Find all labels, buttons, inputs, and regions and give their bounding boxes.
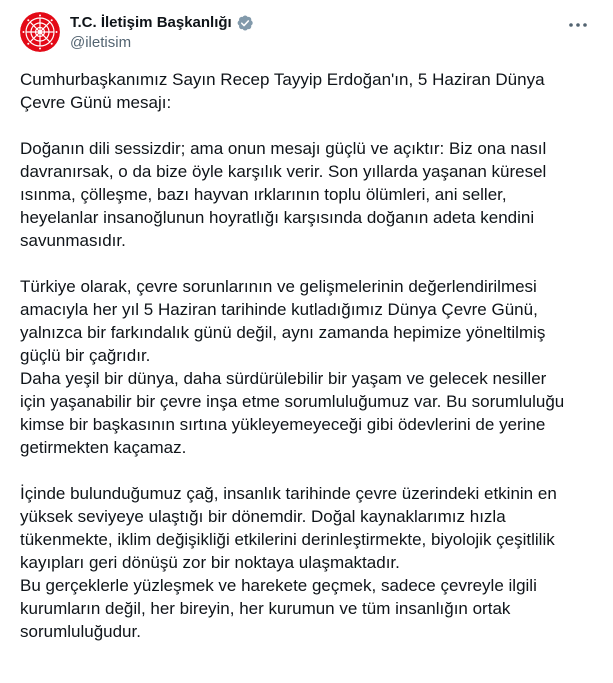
post-text xyxy=(20,68,600,643)
seal-logo-icon xyxy=(20,12,60,52)
text-line: yüksek seviyeye ulaştığı bir dönemdir. Doğal kaynaklarımız hızla xyxy=(20,507,506,526)
text-line: sorumluluğudur. xyxy=(20,622,141,641)
text-line: güçlü bir çağrıdır. xyxy=(20,346,151,365)
text-line: Türkiye olarak, çevre sorunlarının ve gelişmelerinin değerlendirilmesi xyxy=(20,277,537,296)
handle[interactable]: @iletisim xyxy=(70,34,132,51)
author-info xyxy=(70,13,254,53)
text-line: tükenmekte, iklim değişikliği etkilerini derinleştirmekte, biyolojik çeşitlilik xyxy=(20,530,555,549)
text-line: ısınma, çölleşme, bazı hayvan ırklarının toplu ölümleri, ani seller, xyxy=(20,185,507,204)
text-line: Doğanın dili sessizdir; ama onun mesajı güçlü ve açıktır: Biz ona nasıl xyxy=(20,139,547,158)
text-line: kurumların değil, her bireyin, her kurumun ve tüm insanlığın ortak xyxy=(20,599,511,618)
post-paragraph-3b xyxy=(20,574,600,643)
verified-badge-icon[interactable] xyxy=(236,14,254,32)
text-line: heyelanlar insanoğlunun hoyratlığı karşısında doğanın adeta kendini xyxy=(20,208,535,227)
text-line: Cumhurbaşkanımız Sayın Recep Tayyip Erdoğan'ın, 5 Haziran Dünya xyxy=(20,70,545,89)
text-line: davranırsak, o da bize öyle karşılık verir. Son yıllarda yaşanan küresel xyxy=(20,162,547,181)
text-line: yalnızca bir farkındalık günü değil, aynı zamanda hepimize yöneltilmiş xyxy=(20,323,546,342)
post-paragraph-1 xyxy=(20,137,600,252)
post-paragraph-2a xyxy=(20,275,600,367)
post-paragraph-2b xyxy=(20,367,600,459)
post-header xyxy=(20,12,593,56)
avatar[interactable] xyxy=(20,12,60,52)
text-line: amacıyla her yıl 5 Haziran tarihinde kutladığımız Dünya Çevre Günü, xyxy=(20,300,538,319)
text-line: İçinde bulunduğumuz çağ, insanlık tarihinde çevre üzerindeki etkinin en xyxy=(20,484,557,503)
text-line: kimse bir başkasının sırtına yükleyemeyeceği gibi ödevlerini de yerine xyxy=(20,415,546,434)
text-line: için yaşanabilir bir çevre inşa etme sorumluluğumuz var. Bu sorumluluğu xyxy=(20,392,565,411)
more-options-icon[interactable] xyxy=(563,14,593,36)
text-line: Bu gerçeklerle yüzleşmek ve harekete geçmek, sadece çevreyle ilgili xyxy=(20,576,537,595)
post-paragraph-3a xyxy=(20,482,600,574)
text-line: savunmasıdır. xyxy=(20,231,126,250)
text-line: kayıpları geri dönüşü zor bir noktaya ulaşmaktadır. xyxy=(20,553,400,572)
text-line: Daha yeşil bir dünya, daha sürdürülebilir bir yaşam ve gelecek nesiller xyxy=(20,369,547,388)
text-line: getirmekten kaçamaz. xyxy=(20,438,187,457)
text-line: Çevre Günü mesajı: xyxy=(20,93,172,112)
name-row xyxy=(70,13,254,33)
post-intro xyxy=(20,68,600,114)
display-name[interactable]: T.C. İletişim Başkanlığı xyxy=(70,14,232,31)
